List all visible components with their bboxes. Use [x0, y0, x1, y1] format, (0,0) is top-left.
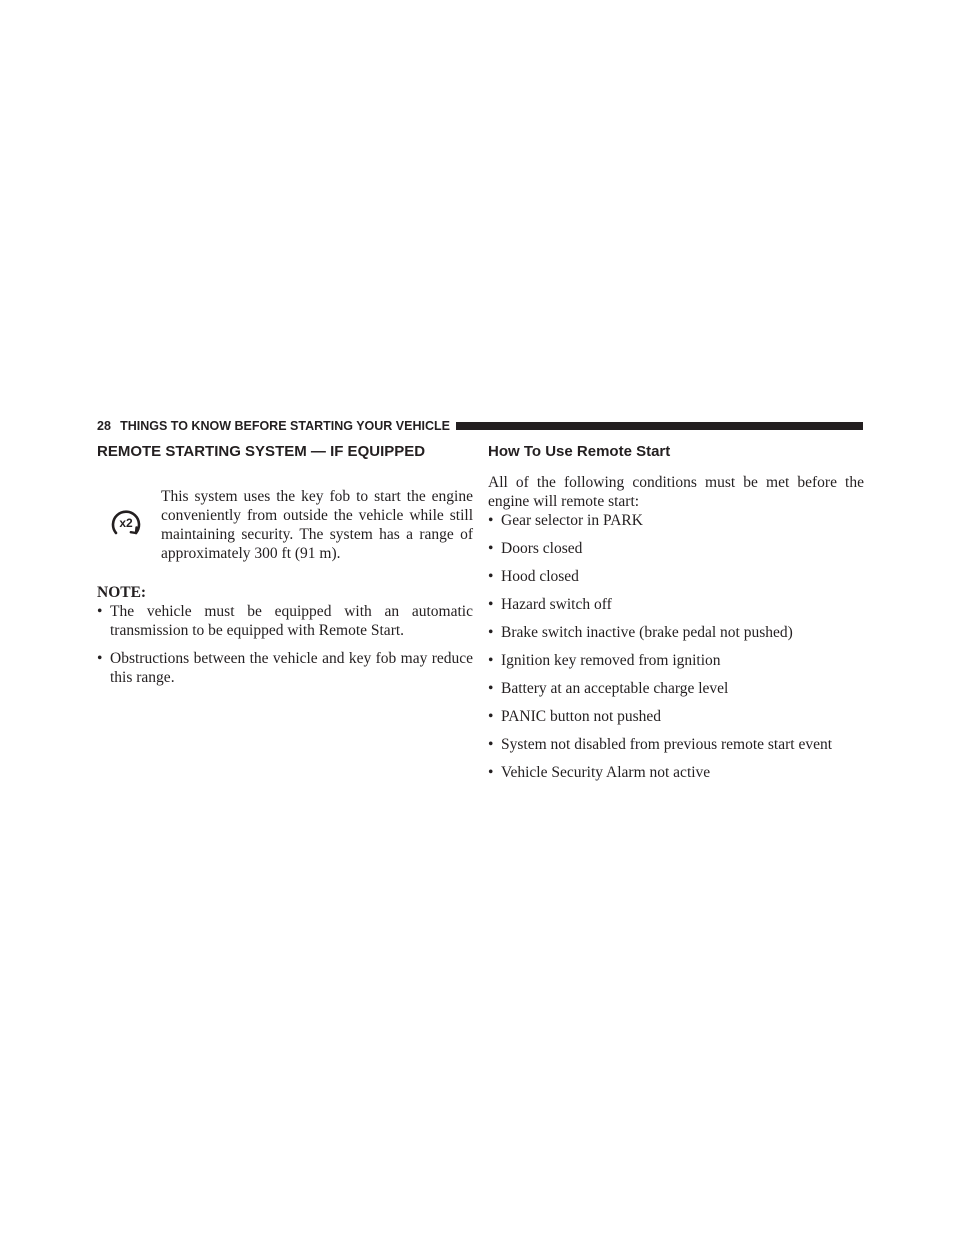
bullet-marker: •	[488, 540, 494, 557]
list-item: • The vehicle must be equipped with an automatic transmission to be equipped with Remote Start.	[97, 603, 473, 639]
right-column	[488, 443, 864, 782]
bullet-marker: •	[97, 603, 103, 620]
bullet-marker: •	[488, 624, 494, 641]
bullet-marker: •	[488, 596, 494, 613]
bullet-marker: •	[488, 680, 494, 697]
remote-start-description: This system uses the key fob to start the engine conveniently from outside the vehicle while still maintaining security. The system has a range of approximately 300 ft (91 m).	[161, 488, 473, 562]
note-list	[97, 602, 473, 687]
list-item: • PANIC button not pushed	[488, 708, 662, 725]
bullet-marker: •	[97, 650, 103, 667]
list-item: • Doors closed	[488, 540, 583, 557]
list-item: • Vehicle Security Alarm not active	[488, 764, 711, 781]
list-item: • Battery at an acceptable charge level	[488, 680, 729, 697]
list-item: • Obstructions between the vehicle and key fob may reduce this range.	[97, 650, 473, 686]
bullet-marker: •	[488, 512, 494, 529]
list-item: • Brake switch inactive (brake pedal not pushed)	[488, 624, 793, 641]
section-title-remote-starting: REMOTE STARTING SYSTEM — IF EQUIPPED	[97, 443, 426, 460]
list-item: • Hazard switch off	[488, 596, 612, 613]
list-item: • System not disabled from previous remote start event	[488, 736, 833, 753]
bullet-marker: •	[488, 652, 494, 669]
list-item: • Hood closed	[488, 568, 579, 585]
chapter-title: THINGS TO KNOW BEFORE STARTING YOUR VEHICLE	[120, 419, 450, 433]
bullet-marker: •	[488, 568, 494, 585]
bullet-marker: •	[488, 764, 494, 781]
section-title-how-to-use: How To Use Remote Start	[488, 443, 671, 460]
conditions-intro: All of the following conditions must be met before the engine will remote start:	[488, 474, 864, 510]
remote-start-icon-label: x2	[119, 516, 133, 530]
list-item: • Ignition key removed from ignition	[488, 652, 721, 669]
remote-start-x2-icon	[107, 504, 145, 542]
page-number: 28	[97, 419, 112, 433]
note-label: NOTE:	[97, 584, 147, 601]
bullet-marker: •	[488, 708, 494, 725]
remote-start-intro	[97, 487, 473, 563]
header-rule	[456, 422, 863, 430]
conditions-list	[488, 511, 864, 782]
bullet-marker: •	[488, 736, 494, 753]
page-header	[97, 418, 863, 434]
list-item: • Gear selector in PARK	[488, 512, 643, 529]
left-column	[97, 443, 473, 687]
